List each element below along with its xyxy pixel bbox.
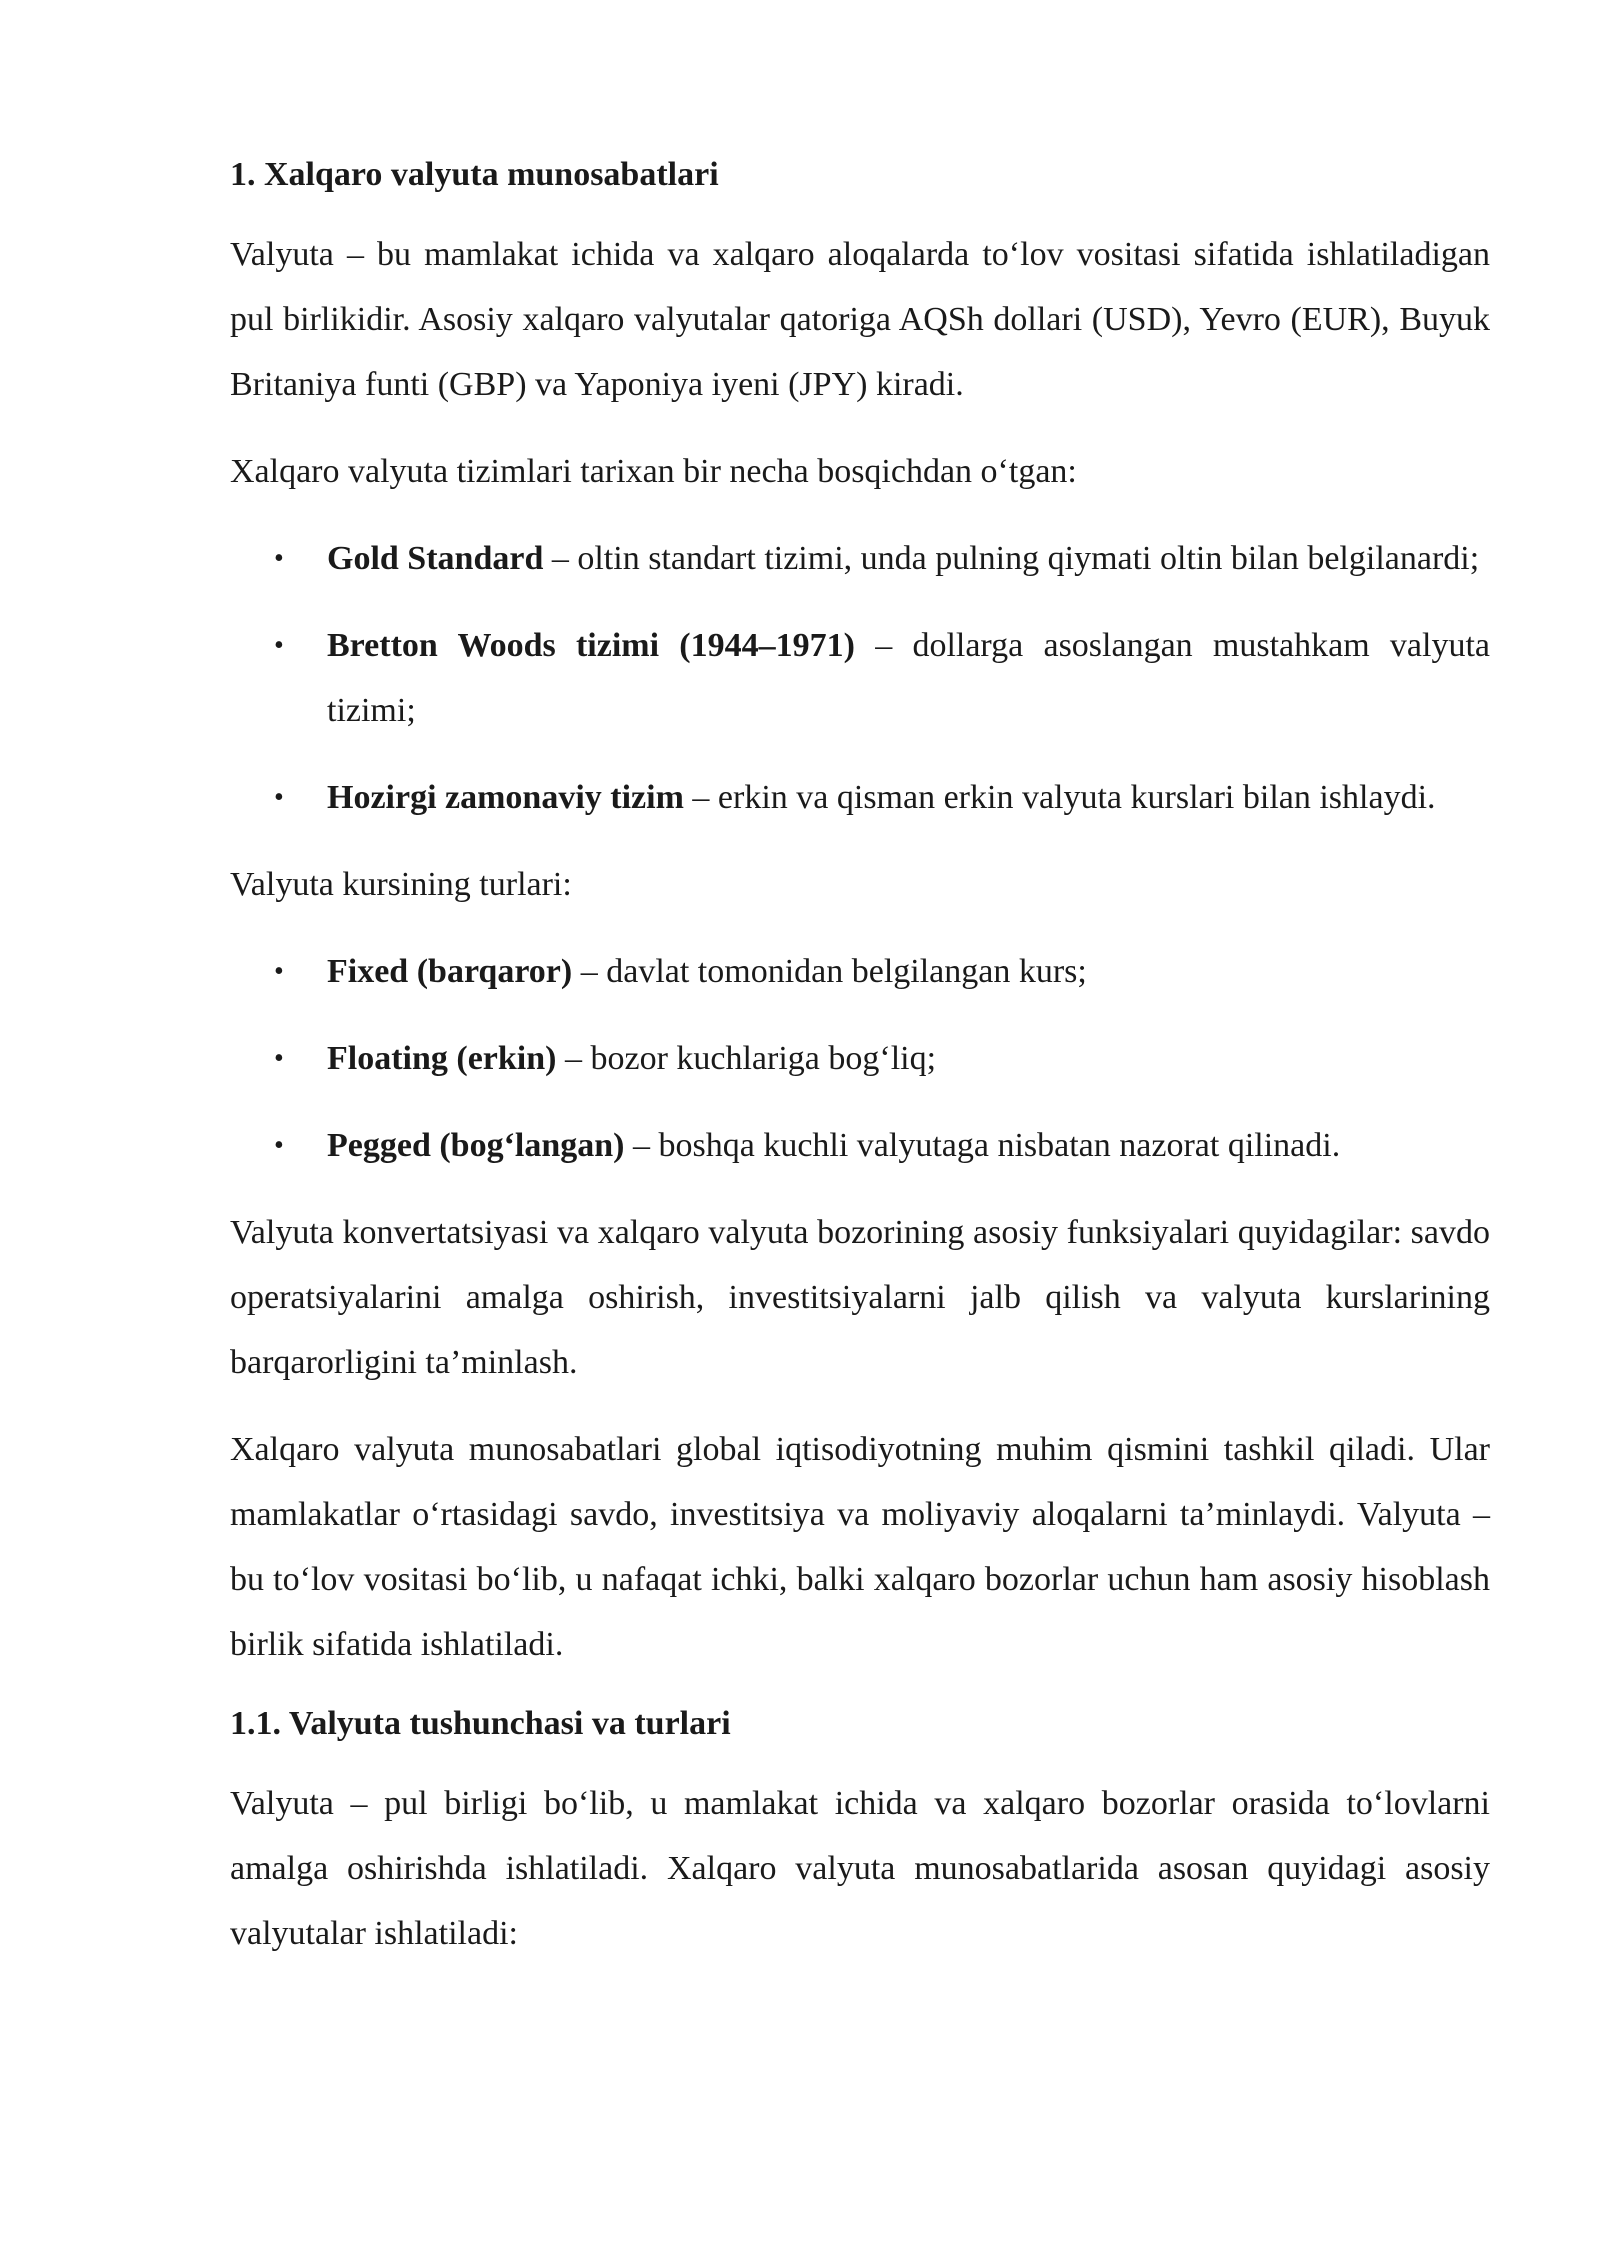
list-item-term: Gold Standard — [327, 540, 544, 577]
list-item-term: Hozirgi zamonaviy tizim — [327, 779, 684, 816]
list-item-term: Pegged (bog‘langan) — [327, 1127, 625, 1164]
list-item-text: – erkin va qisman erkin valyuta kurslari bilan ishlaydi. — [683, 779, 1436, 816]
list-item-text: – davlat tomonidan belgilangan kurs; — [572, 953, 1087, 990]
subsection-heading: 1.1. Valyuta tushunchasi va turlari — [230, 1705, 731, 1742]
list-item-bretton-woods — [230, 613, 1490, 743]
paragraph-global-economy: Xalqaro valyuta munosabatlari global iqtisodiyotning muhim qismini tashkil qiladi. Ular mamlakatlar o‘rtasidagi savdo, investitsiya va moliyaviy aloqalarni ta’minlaydi. Valyuta – bu to‘lov vositasi bo‘lib, u nafaqat ichki, balki xalqaro bozorlar uchun ham asosiy hisoblash birlik sifatida ishlatiladi. — [230, 1431, 1490, 1663]
list-item-text: – dollarga asoslangan mustahkam valyuta tizimi; — [327, 627, 1490, 729]
section-heading: 1. Xalqaro valyuta munosabatlari — [230, 156, 719, 193]
bullet-icon: • — [274, 543, 284, 574]
paragraph-currency-concept: Valyuta – pul birligi bo‘lib, u mamlakat ichida va xalqaro bozorlar orasida to‘lovlarni amalga oshirishda ishlatiladi. Xalqaro valyuta munosabatlarida asosan quyidagi asosiy valyutalar ishlatiladi: — [230, 1785, 1490, 1952]
bullet-icon: • — [274, 1130, 284, 1161]
paragraph-rate-types-intro: Valyuta kursining turlari: — [230, 866, 572, 903]
list-item-floating — [230, 1026, 1490, 1091]
list-item-text: – bozor kuchlariga bog‘liq; — [556, 1040, 937, 1077]
list-item-text: – oltin standart tizimi, unda pulning qiymati oltin bilan belgilanardi; — [543, 540, 1480, 577]
list-item-gold-standard — [230, 526, 1490, 591]
paragraph-convertibility: Valyuta konvertatsiyasi va xalqaro valyuta bozorining asosiy funksiyalari quyidagilar: savdo operatsiyalarini amalga oshirish, investitsiyalarni jalb qilish va valyuta kurslarining barqarorligini ta’minlash. — [230, 1214, 1490, 1381]
bullet-icon: • — [274, 1043, 284, 1074]
list-item-term: Floating (erkin) — [327, 1040, 557, 1077]
document-page — [230, 150, 1490, 1988]
list-item-pegged — [230, 1113, 1490, 1178]
paragraph-currency-definition: Valyuta – bu mamlakat ichida va xalqaro aloqalarda to‘lov vositasi sifatida ishlatiladigan pul birlikidir. Asosiy xalqaro valyutalar qatoriga AQSh dollari (USD), Yevro (EUR), Buyuk Britaniya funti (GBP) va Yaponiya iyeni (JPY) kiradi. — [230, 236, 1490, 403]
list-item-text: – boshqa kuchli valyutaga nisbatan nazorat qilinadi. — [624, 1127, 1341, 1164]
list-item-term: Fixed (barqaror) — [327, 953, 573, 990]
currency-systems-list — [230, 526, 1490, 830]
bullet-icon: • — [274, 782, 284, 813]
bullet-icon: • — [274, 630, 284, 661]
list-item-fixed — [230, 939, 1490, 1004]
paragraph-systems-intro: Xalqaro valyuta tizimlari tarixan bir necha bosqichdan o‘tgan: — [230, 453, 1077, 490]
rate-types-list — [230, 939, 1490, 1178]
bullet-icon: • — [274, 956, 284, 987]
list-item-term: Bretton Woods tizimi (1944–1971) — [327, 627, 855, 664]
list-item-modern-system — [230, 765, 1490, 830]
